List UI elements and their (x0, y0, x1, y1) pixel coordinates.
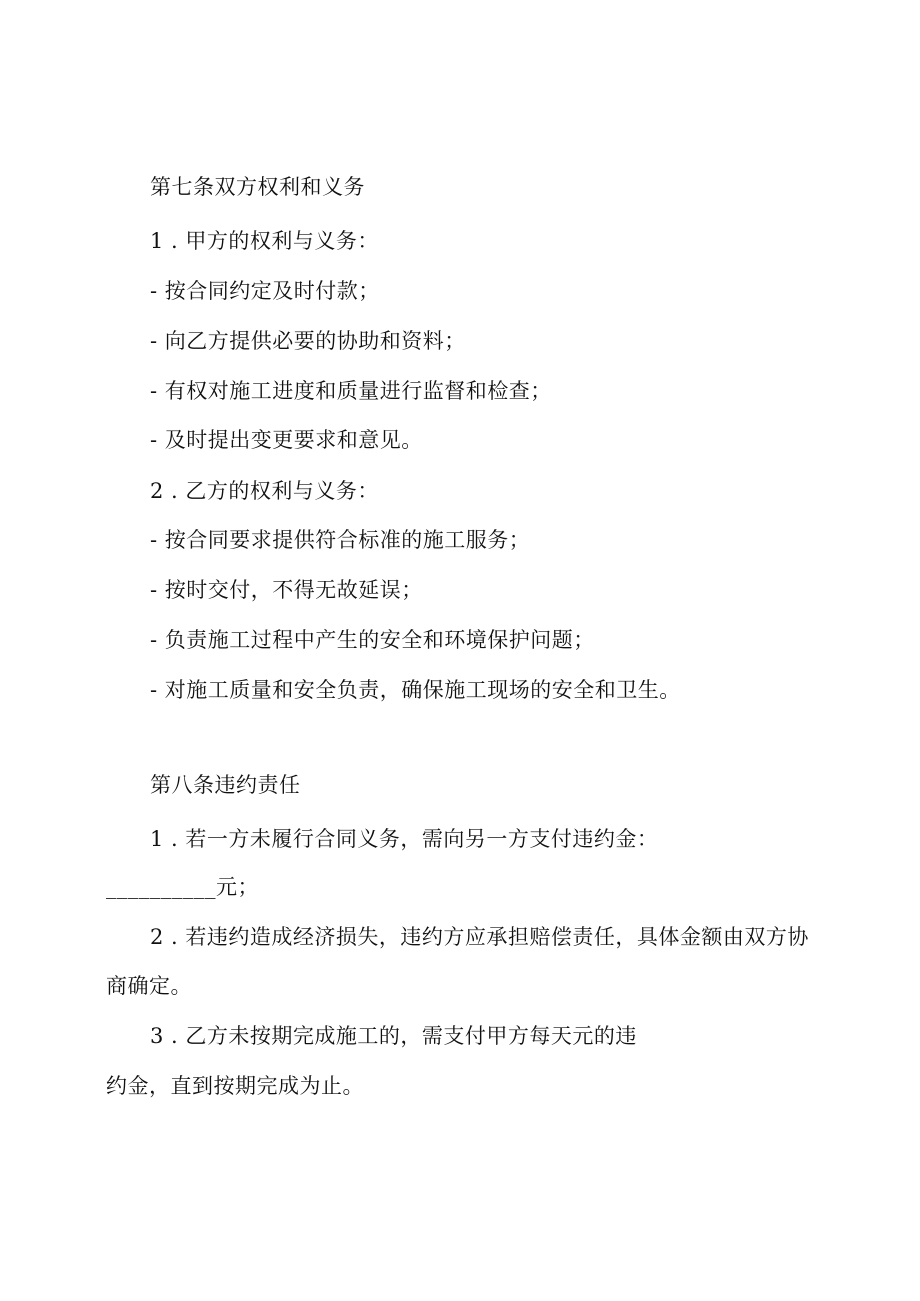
clause-2-line-1: 2 . 若违约造成经济损失，违约方应承担赔偿责任，具体金额由双方协 (150, 925, 809, 949)
party-b-item: - 按时交付，不得无故延误； (150, 578, 423, 602)
party-a-item: - 及时提出变更要求和意见。 (150, 428, 423, 452)
party-b-title: 2 . 乙方的权利与义务： (150, 479, 379, 503)
party-a-item: - 向乙方提供必要的协助和资料； (150, 329, 466, 353)
section-8-heading: 第八条违约责任 (150, 773, 301, 797)
clause-1-line-1: 1 . 若一方未履行合同义务，需向另一方支付违约金： (150, 827, 659, 851)
party-a-item: - 有权对施工进度和质量进行监督和检查； (150, 379, 552, 403)
clause-2-line-2: 商确定。 (106, 974, 192, 998)
clause-1-line-2: __________元； (106, 875, 259, 899)
section-7-heading: 第七条双方权利和义务 (150, 175, 365, 199)
party-b-item: - 负责施工过程中产生的安全和环境保护问题； (150, 628, 595, 652)
party-b-item: - 对施工质量和安全负责，确保施工现场的安全和卫生。 (150, 678, 681, 702)
clause-3-line-2: 约金，直到按期完成为止。 (106, 1074, 364, 1098)
clause-3-line-1: 3 . 乙方未按期完成施工的，需支付甲方每天元的违 (150, 1024, 637, 1048)
party-a-title: 1 . 甲方的权利与义务： (150, 229, 379, 253)
party-b-item: - 按合同要求提供符合标准的施工服务； (150, 528, 531, 552)
party-a-item: - 按合同约定及时付款； (150, 279, 380, 303)
